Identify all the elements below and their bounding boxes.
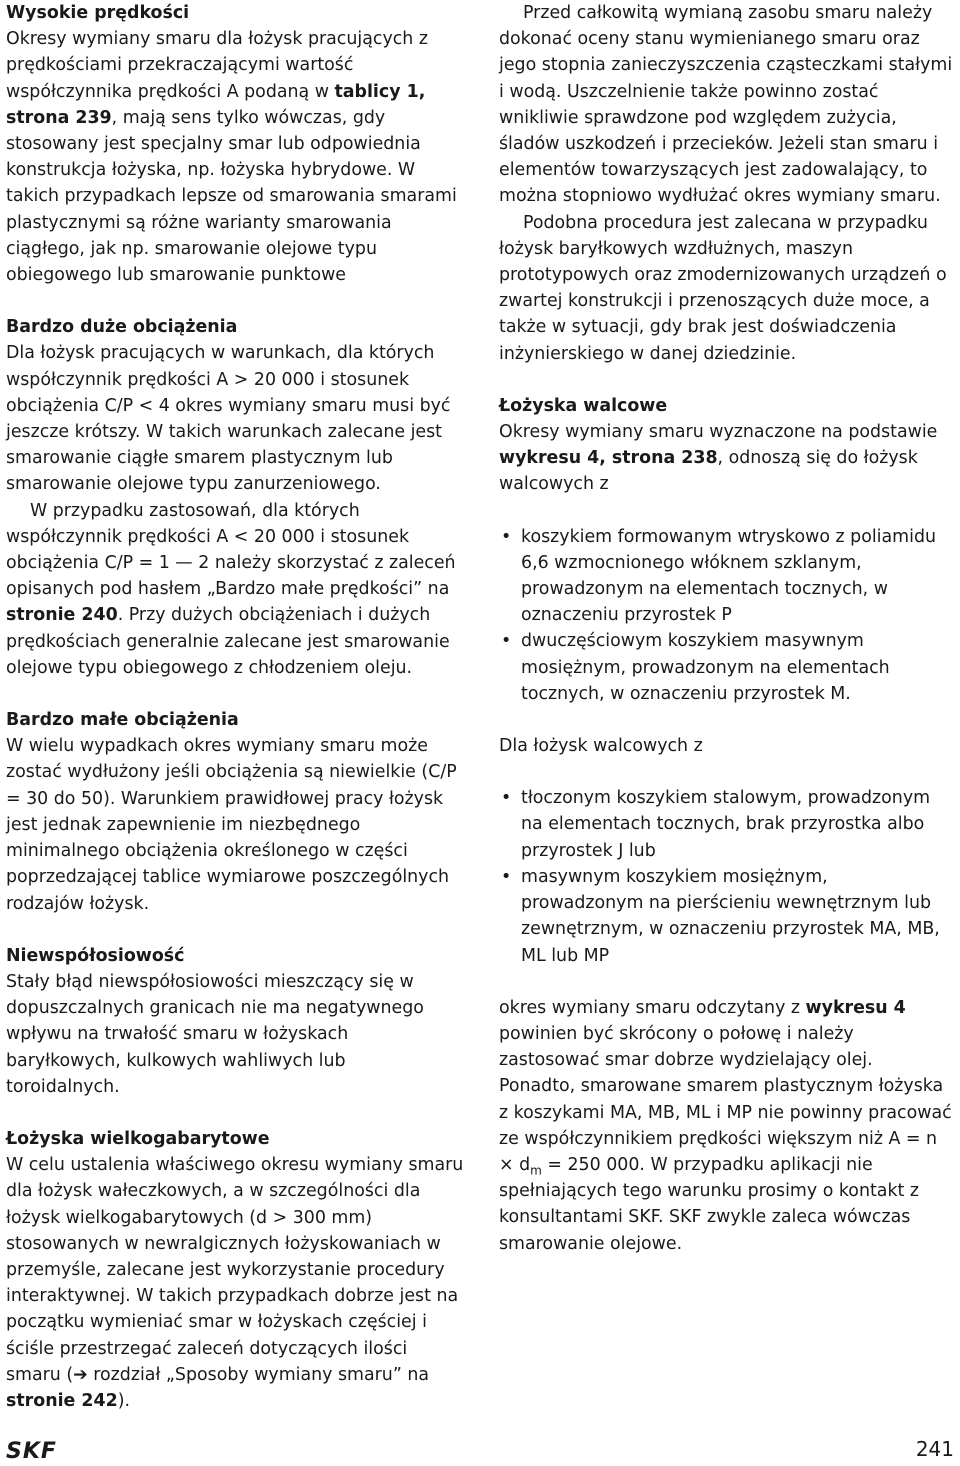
text: . Przy dużych obciążeniach i dużych prędkościach generalnie zalecane jest smarowanie olejowe typu obiegowego z chłodzeniem oleju. [6, 605, 450, 678]
text: W celu ustalenia właściwego okresu wymiany smaru dla łożysk wałeczkowych, a w szczególności dla łożysk wielkogabarytowych (d > 300 mm) stosowanych w newralgicznych łożyskowaniach w przemyśle, zalecane jest wykorzystanie procedury interaktywnej. W takich przypadkach dobrze jest na początku wymieniać smar w łożyskach częściej i ściśle przestrzegać zaleceń dotyczących ilości smaru ( [6, 1155, 464, 1385]
list-item [499, 628, 954, 707]
spacer [6, 288, 464, 314]
table-reference: tablicy 1, strona 239 [6, 81, 426, 128]
list-item-text: masywnym koszykiem mosiężnym, prowadzonym na pierścieniu wewnętrznym lub zewnętrznym, w oznaczeniu przyrostek MA, MB, ML lub MP [521, 866, 940, 966]
text: powinien być skrócony o połowę i należy zastosować smar dobrze wydzielający olej. Ponadto, smarowane smarem plastycznym łożyska z koszykami MA, MB, ML i MP nie powinny pracować ze współczynnikiem prędkości większym niż A = n × d [499, 1023, 952, 1175]
text: , mają sens tylko wówczas, gdy stosowany jest specjalny smar lub odpowiednia konstrukcja łożyska, np. łożyska hybrydowe. W takich przypadkach lepsze od smarowania smarami plastycznymi są różne warianty smarowania ciągłego, jak np. smarowanie olejowe typu obiegowego lub smarowanie punktowe [6, 107, 457, 286]
diagram-reference: wykresu 4 [805, 997, 906, 1018]
paragraph-light-loads: W wielu wypadkach okres wymiany smaru może zostać wydłużony jeśli obciążenia są niewielkie (C/P = 30 do 50). Warunkiem prawidłowej pracy łożysk jest jednak zapewnienie im niezbędnego minimalnego obciążenia określonego w części poprzedzającej tablice wymiarowe poszczególnych rodzajów łożysk. [6, 736, 457, 914]
list-item-text: dwuczęściowym koszykiem masywnym mosiężnym, prowadzonym na elementach tocznych, w oznaczeniu przyrostek M. [521, 631, 890, 704]
bullet-icon: • [501, 866, 512, 887]
paragraph-procedure: Podobna procedura jest zalecana w przypadku łożysk baryłkowych wzdłużnych, maszyn prototypowych oraz zmodernizowanych urządzeń o zwartej konstrukcji i przenoszących duże moce, a także w sytuacji, gdy brak jest doświadczenia inżynierskiego w danej dziedzinie. [499, 212, 947, 364]
diagram-reference: wykresu 4, strona 238 [499, 448, 718, 469]
section-misalignment [6, 943, 464, 1100]
section-very-heavy-loads [6, 314, 464, 681]
paragraph-high-speeds [6, 26, 464, 288]
arrow-icon: ➔ [73, 1364, 88, 1385]
text: Okresy wymiany smaru dla łożysk pracujących z prędkościami przekraczającymi wartość współczynnika prędkości A podaną w [6, 29, 428, 102]
paragraph-cylindrical-conclusion [499, 995, 954, 1257]
page-reference: stronie 240 [6, 605, 118, 626]
spacer [6, 1100, 464, 1126]
paragraph-heavy-1: Dla łożysk pracujących w warunkach, dla których współczynnik prędkości A > 20 000 i stosunek obciążenia C/P < 4 okres wymiany smaru musi być jeszcze krótszy. W takich warunkach zalecane jest smarowanie ciągłe smarem plastycznym lub smarowanie olejowe typu zanurzeniowego. [6, 343, 451, 495]
page-number: 241 [915, 1437, 954, 1461]
spacer [6, 917, 464, 943]
section-large-bearings [6, 1126, 464, 1414]
heading-very-heavy-loads: Bardzo duże obciążenia [6, 317, 238, 338]
text: okres wymiany smaru odczytany z [499, 997, 806, 1018]
text: , odnoszą się do łożysk walcowych z [499, 448, 918, 495]
section-cylindrical-bearings [499, 393, 954, 1257]
text: ). [117, 1390, 131, 1411]
text: rozdział „Sposoby wymiany smaru” na [87, 1364, 430, 1385]
right-column [499, 0, 954, 1257]
page-reference: stronie 242 [6, 1390, 118, 1411]
bullet-icon: • [501, 526, 512, 547]
list-item [499, 785, 954, 864]
spacer [499, 498, 954, 524]
paragraph-heavy-2 [6, 498, 464, 681]
cage-list-1 [499, 524, 954, 707]
spacer [499, 707, 954, 733]
paragraph-cylindrical-intro [499, 419, 954, 498]
section-high-speeds [6, 0, 464, 288]
heading-cylindrical-bearings: Łożyska walcowe [499, 395, 668, 416]
paragraph-inspection: Przed całkowitą wymianą zasobu smaru należy dokonać oceny stanu wymienianego smaru oraz jego stopnia zanieczyszczenia cząsteczkami stałymi i wodą. Uszczelnienie także powinno zostać wnikliwie sprawdzone pod względem zużycia, śladów uszkodzeń i przecieków. Jeżeli stan smaru i elementów towarzyszących jest zadowalający, to można stopniowo wydłużać okres wymiany smaru. [499, 3, 953, 207]
heading-misalignment: Niewspółosiowość [6, 945, 185, 966]
text: Okresy wymiany smaru wyznaczone na podstawie [499, 422, 938, 443]
list-item-text: koszykiem formowanym wtryskowo z poliamidu 6,6 wzmocnionego włóknem szklanym, prowadzonym na elementach tocznych, w oznaczeniu przyrostek P [521, 526, 937, 626]
spacer [499, 367, 954, 393]
paragraph-misalignment: Stały błąd niewspółosiowości mieszczący się w dopuszczalnych granicach nie ma negatywnego wpływu na trwałość smaru w łożyskach baryłkowych, kulkowych wahliwych lub toroidalnych. [6, 971, 424, 1097]
skf-logo [6, 1440, 84, 1460]
paragraph-cylindrical-intro-2: Dla łożysk walcowych z [499, 736, 703, 757]
spacer [499, 759, 954, 785]
bullet-icon: • [501, 788, 512, 809]
list-item [499, 864, 954, 969]
section-very-light-loads [6, 707, 464, 917]
skf-logo-text: SKF [6, 1440, 57, 1460]
text: = 250 000. W przypadku aplikacji nie spełniających tego warunku prosimy o kontakt z konsultantami SKF. SKF zwykle zaleca wówczas smarowanie olejowe. [499, 1154, 919, 1254]
bullet-icon: • [501, 631, 512, 652]
cage-list-2 [499, 785, 954, 968]
heading-very-light-loads: Bardzo małe obciążenia [6, 710, 239, 731]
spacer [6, 681, 464, 707]
list-item-text: tłoczonym koszykiem stalowym, prowadzonym na elementach tocznych, brak przyrostka albo przyrostek J lub [521, 788, 931, 861]
spacer [499, 969, 954, 995]
text: W przypadku zastosowań, dla których współczynnik prędkości A < 20 000 i stosunek obciążenia C/P = 1 — 2 należy skorzystać z zaleceń opisanych pod hasłem „Bardzo małe prędkości” na [6, 500, 456, 600]
paragraph-large-bearings [6, 1152, 464, 1414]
heading-large-bearings: Łożyska wielkogabarytowe [6, 1128, 270, 1149]
subscript: m [530, 1163, 542, 1178]
list-item [499, 524, 954, 629]
left-column [6, 0, 464, 1414]
heading-high-speeds: Wysokie prędkości [6, 3, 190, 23]
